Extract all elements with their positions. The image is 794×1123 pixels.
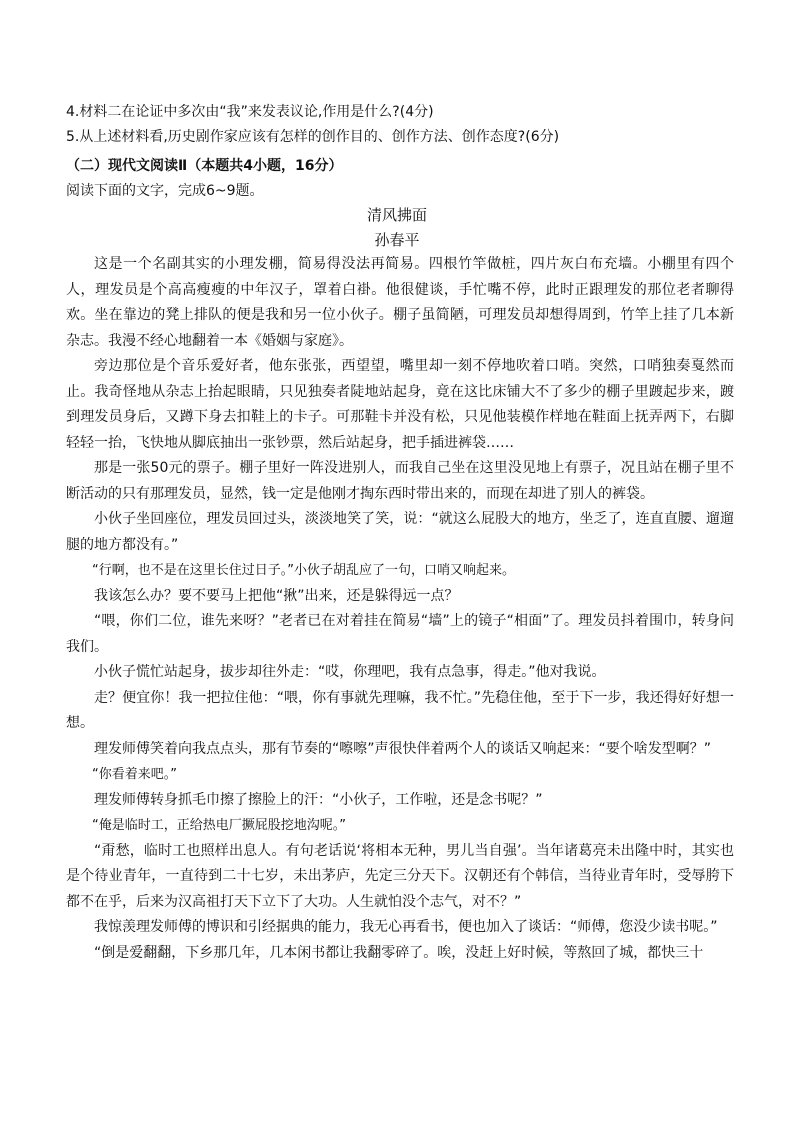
article-title: 清风拂面 bbox=[366, 206, 427, 224]
question-4: 4.材料二在论证中多次由“我”来发表议论,作用是什么?(4分) bbox=[66, 104, 434, 120]
paragraph: “你看着来吧。” bbox=[92, 767, 177, 782]
section-heading: （二）现代文阅读Ⅱ（本题共4小题，16分） bbox=[66, 158, 343, 174]
paragraph: 旁边那位是个音乐爱好者，他东张张，西望望，嘴里却一刻不停地吹着口哨。突然，口哨独奏戛然而止。我奇怪地从杂志上抬起眼睛，只见独奏者陡地站起身，竟在这比床铺大不了多少的棚子里踱起步来，踱到理发员身后，又蹲下身去扣鞋上的卡子。可那鞋卡并没有松，只见他装模作样地在鞋面上抚弄两下，右脚轻轻一抬，飞快地从脚底抽出一张钞票，然后站起身，把手插进裤袋…… bbox=[66, 358, 734, 451]
paragraph: 那是一张50元的票子。棚子里好一阵没进别人，而我自己坐在这里没见地上有票子，况且站在棚子里不断活动的只有那理发员，显然，钱一定是他刚才掏东西时带出来的，而现在却进了别人的裤袋。 bbox=[66, 460, 734, 502]
paragraph: 理发师傅笑着向我点点头，那有节奏的“嚓嚓”声很快伴着两个人的谈话又响起来：“要个啥发型啊？” bbox=[94, 740, 712, 757]
paragraph: 我惊羡理发师傅的博识和引经据典的能力，我无心再看书，便也加入了谈话：“师傅，您没少读书呢。” bbox=[94, 919, 718, 935]
paragraph: 小伙子慌忙站起身，拔步却往外走：“哎，你理吧，我有点急事，得走。”他对我说。 bbox=[94, 664, 606, 680]
question-5: 5.从上述材料看,历史剧作家应该有怎样的创作目的、创作方法、创作态度?(6分) bbox=[66, 129, 560, 145]
paragraph: 这是一个名副其实的小理发棚，简易得没法再简易。四根竹竿做桩，四片灰白布充墙。小棚里有四个人，理发员是个高高瘦瘦的中年汉子，罩着白褂。他很健谈，手忙嘴不停，此时正跟理发的那位老者聊得欢。坐在靠边的凳上排队的便是我和另一位小伙子。棚子虽简陋，可理发员却想得周到，竹竿上挂了几本新杂志。我漫不经心地翻着一本《婚姻与家庭》。 bbox=[66, 256, 734, 349]
article-author: 孙春平 bbox=[374, 231, 420, 249]
reading-instruction: 阅读下面的文字，完成6~9题。 bbox=[66, 183, 264, 199]
paragraph: “喂，你们二位，谁先来呀？”老者已在对着挂在简易“墙”上的镜子“相面”了。理发员抖着围巾，转身问我们。 bbox=[66, 613, 734, 655]
paragraph: 理发师傅转身抓毛巾擦了擦脸上的汗：“小伙子，工作啦，还是念书呢？” bbox=[94, 791, 543, 808]
paragraph: “俺是临时工，正给热电厂撅屁股挖地沟呢。” bbox=[92, 818, 346, 833]
article-body bbox=[66, 252, 734, 966]
paragraph: 走？便宜你！我一把拉住他：“喂，你有事就先理嘛，我不忙。”先稳住他，至于下一步，我还得好好想一想。 bbox=[66, 689, 734, 731]
paragraph: “行啊，也不是在这里长住过日子。”小伙子胡乱应了一句，口哨又响起来。 bbox=[92, 563, 515, 578]
paragraph: 我该怎么办？要不要马上把他“揪”出来，还是躲得远一点？ bbox=[94, 587, 459, 604]
paragraph: 小伙子坐回座位，理发员回过头，淡淡地笑了笑，说：“就这么屁股大的地方，坐乏了，连直直腰、遛遛腿的地方都没有。” bbox=[66, 511, 734, 553]
paragraph: “倒是爱翻翻，下乡那几年，几本闲书都让我翻零碎了。唉，没赶上好时候，等熬回了城，都快三十 bbox=[94, 944, 704, 961]
paragraph: “甭愁，临时工也照样出息人。有句老话说‘将相本无种，男儿当自强’。当年诸葛亮未出隆中时，其实也是个待业青年，一直待到二十七岁，未出茅庐，先定三分天下。汉朝还有个韩信，当待业青年时，受辱胯下都不在乎，后来为汉高祖打天下立下了大功。人生就怕没个志气，对不？” bbox=[66, 842, 734, 910]
